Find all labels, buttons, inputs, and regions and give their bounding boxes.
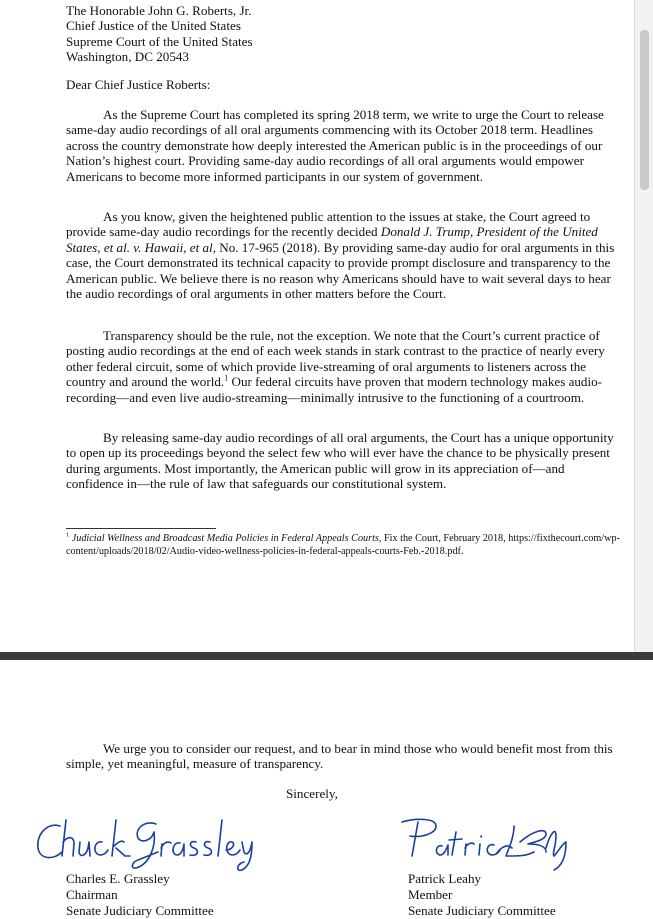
address-line: The Honorable John G. Roberts, Jr. [66, 3, 252, 18]
paragraph-3-text: Transparency should be the rule, not the exception. We note that the Court’s current practice of posting audio recordings at the end of each week stands in stark contrast to the practice of nearly every other federal circuit, some of which provide live-streaming of oral arguments to listeners across the country and around the world. [66, 328, 605, 390]
paragraph-3 [66, 328, 622, 405]
signer-title: Chairman [66, 887, 118, 902]
paragraph-5: We urge you to consider our request, and to bear in mind those who would benefit most from this simple, yet meaningful, measure of transparency. [66, 741, 613, 772]
vertical-scrollbar[interactable] [634, 0, 653, 652]
case-name: Donald J. Trump, President of the United States, et al. v. Hawaii, et al [66, 224, 598, 255]
closing: Sincerely, [286, 786, 338, 801]
signer-grassley [66, 871, 214, 919]
address-line: Supreme Court of the United States [66, 33, 253, 49]
footnote-divider [66, 528, 216, 529]
paragraph-1: As the Supreme Court has completed its spring 2018 term, we write to urge the Court to release same-day audio recordings of all oral arguments commencing with its October 2018 term. Headlines across the country demonstrate how deeply interested the American public is in the proceedings of our Nation’s highest court. Providing same-day audio recordings of all oral arguments would empower Americans to become more informed participants in our system of government. [66, 107, 604, 184]
footnote-text: , Fix the Court, February 2018, https://fixthecourt.com/wp-content/uploads/2018/02/Audio-video-wellness-policies-in-federal-appeals-courts-Feb.-2018.pdf. [66, 533, 620, 557]
salutation: Dear Chief Justice Roberts: [66, 77, 211, 92]
footnote-reference: 1 [224, 373, 229, 383]
leahy-signature [396, 812, 571, 872]
paragraph-4: By releasing same-day audio recordings of all oral arguments, the Court has a unique opportunity to open up its proceedings beyond the select few who will ever have the chance to be physically present during arguments. Most importantly, the American public will grow in its appreciation of—and confidence in—the rule of law that safeguards our constitutional system. [66, 430, 614, 492]
footnote-title: Judicial Wellness and Broadcast Media Policies in Federal Appeals Courts [71, 533, 379, 544]
paragraph-2-text: As you know, given the heightened public attention to the issues at stake, the Court agreed to provide same-day audio recordings for the recently decided [66, 209, 591, 240]
signer-leahy [408, 871, 556, 919]
signer-committee: Senate Judiciary Committee [66, 903, 214, 918]
page-separator [0, 652, 653, 660]
letter-page-2 [0, 660, 653, 917]
footnote-mark: 1 [66, 531, 70, 539]
paragraph-2 [66, 209, 622, 301]
footnote [66, 533, 622, 558]
paragraph-3-text-end: Our federal circuits have proven that modern technology makes audio-recording—and even live audio-streaming—minimally intrusive to the functioning of a courtroom. [66, 374, 603, 405]
address-line: Washington, DC 20543 [66, 49, 189, 65]
signer-committee: Senate Judiciary Committee [408, 903, 556, 918]
signer-name: Patrick Leahy [408, 871, 482, 886]
grassley-signature [30, 812, 255, 872]
signer-name: Charles E. Grassley [66, 871, 170, 886]
scrollbar-thumb[interactable] [640, 30, 649, 190]
signer-title: Member [408, 887, 453, 902]
paragraph-2-text-end: , No. 17-965 (2018). By providing same-day audio for oral arguments in this case, the Court demonstrated its technical capacity to provide prompt disclosure and transparency to the American public. We believe there is no reason why Americans should have to wait several days to hear the audio recordings of oral arguments in other matters before the Court. [66, 239, 615, 302]
recipient-address [66, 3, 253, 65]
address-line: Chief Justice of the United States [66, 18, 241, 34]
